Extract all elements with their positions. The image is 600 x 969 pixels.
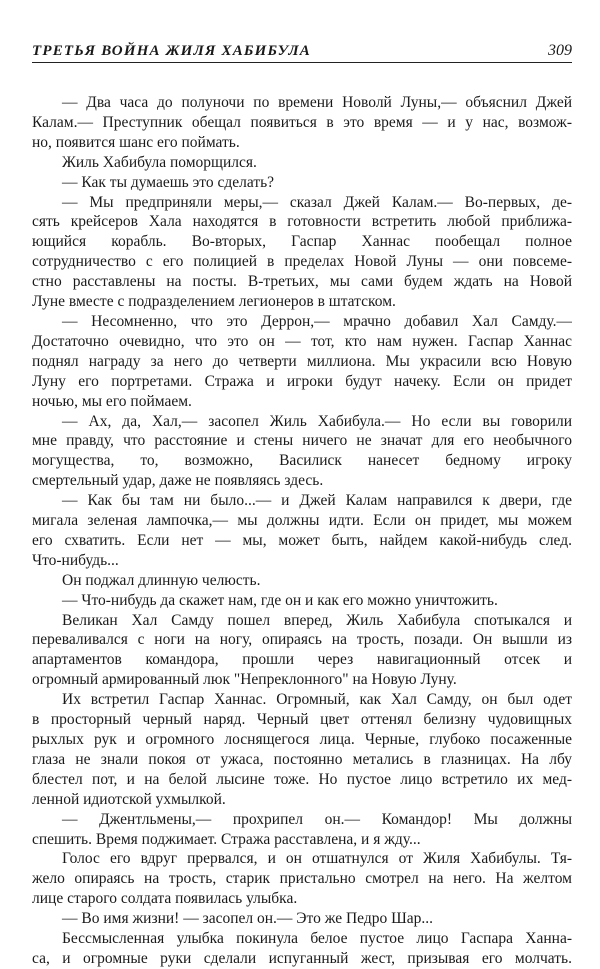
text-line: глаза не знали покоя от ужаса, постоянно метались в глазницах. На лбу [32,750,572,768]
text-line: его схватить. Если нет — мы, может быть, найдем какой-нибудь след. [32,531,572,549]
text-line: но, появится шанс его поймать. [32,133,240,151]
text-line: — Как ты думаешь это сделать? [62,173,275,191]
text-line: Что-нибудь... [32,551,119,569]
text-line: блестел пот, и на белой лысине тоже. Но пустое лицо встретило их мед- [32,770,572,788]
text-line: — Во имя жизни! — засопел он.— Это же Педро Шар... [62,910,433,928]
text-line: смертельный удар, даже не появляясь здесь. [32,472,324,490]
text-line: Калам.— Преступник обещал появиться в это время — и у нас, возмож- [32,113,572,131]
text-line: поднял награду за него до четверти миллиона. Мы украсили всю Новую [32,352,572,370]
text-line: Луне вместе с подразделением легионеров в штатском. [32,293,396,311]
text-line: стно расставлены на посты. В-третьих, мы сами будем ждать на Новой [32,273,572,291]
text-line: — Джентльмены,— прохрипел он.— Командор! Мы должны [62,810,572,828]
text-line: ющийся корабль. Во-вторых, Гаспар Ханнас пообещал полное [32,233,572,251]
text-line: в просторный черный наряд. Черный цвет оттенял белизну чудовищных [32,711,572,729]
text-line: — Как бы там ни было...— и Джей Калам направился к двери, где [62,492,572,510]
text-line: Жиль Хабибула поморщился. [62,153,257,171]
text-line: мне правду, что расстояние и стены ничего не значат для его необычного [32,432,572,450]
text-line: ленной идиотской ухмылкой. [32,790,226,808]
text-line: Он поджал длинную челюсть. [62,571,261,589]
page-body-text [32,93,572,969]
text-line: сять крейсеров Хала находятся в готовности встретить любой приближа- [32,213,572,231]
text-line: рыхлых рук и огромного лоснящегося лица. Черные, глубоко посаженные [32,731,572,748]
text-line: Их встретил Гаспар Ханнас. Огромный, как Хал Самду, он был одет [62,691,572,709]
book-page [32,40,572,969]
text-line: Луну его портретами. Стража и игроки будут начеку. Если он придет [32,372,572,390]
text-line: Великан Хал Самду пошел вперед, Жиль Хабибула спотыкался и [62,611,572,629]
running-title: ТРЕТЬЯ ВОЙНА ЖИЛЯ ХАБИБУЛА [32,43,312,59]
text-line: переваливался с ноги на ногу, опираясь на трость, позади. Он вышли из [32,631,572,649]
text-line: огромный армированный люк "Непреклонного" на Новую Луну. [32,671,457,689]
text-line: Голос его вдруг прервался, и он отшатнулся от Жиля Хабибулы. Тя- [62,850,572,868]
text-line: спешить. Время поджимает. Стража расставлена, и я жду... [32,830,421,848]
text-line: — Мы предприняли меры,— сказал Джей Калам.— Во-первых, де- [62,193,572,211]
text-line: са, и огромные руки сделали испуганный жест, призывая его молчать. [32,949,572,967]
text-line: жело опираясь на трость, старик пристально смотрел на него. На желтом [32,870,572,888]
page-number: 309 [548,42,572,59]
text-line: сотрудничество с его полицией в пределах Новой Луны — они повсеме- [32,253,572,271]
text-line: — Два часа до полуночи по времени Новолй Луны,— объяснил Джей [62,94,572,111]
running-header [32,40,572,63]
text-line: Достаточно очевидно, что это он — тот, кто нам нужен. Гаспар Ханнас [32,332,572,350]
text-line: — Ах, да, Хал,— засопел Жиль Хабибула.— Но если вы говорили [62,412,572,430]
text-line: мигала зеленая лампочка,— мы должны идти. Если он придет, мы можем [32,512,572,530]
text-line: могущества, то, возможно, Василиск нанесет бедному игроку [32,452,572,470]
text-line: — Несомненно, что это Деррон,— мрачно добавил Хал Самду.— [62,312,572,330]
text-line: лице старого солдата появилась улыбка. [32,890,298,908]
text-line: — Что-нибудь да скажет нам, где он и как его можно уничтожить. [62,591,498,609]
text-line: Бессмысленная улыбка покинула белое пустое лицо Гаспара Ханна- [62,930,572,948]
text-line: апартаментов командора, прошли через навигационный отсек и [32,651,572,669]
text-line: ночью, мы его поймаем. [32,392,192,410]
